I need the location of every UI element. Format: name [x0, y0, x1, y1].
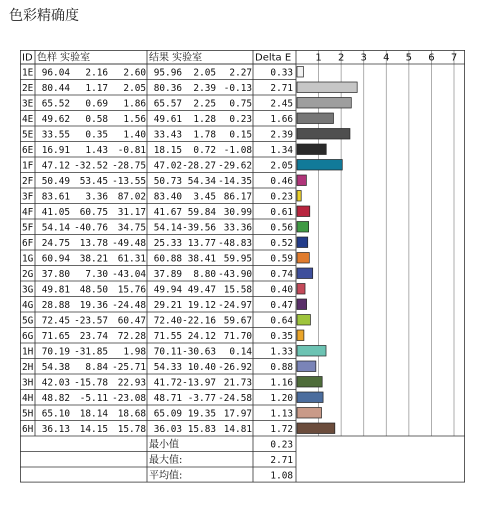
reference-lab-value: 22.93 — [117, 377, 146, 389]
patch-id: 4G — [22, 299, 34, 311]
reference-lab-value: 28.88 — [41, 299, 70, 311]
result-lab-value: 2.25 — [193, 98, 216, 110]
result-lab-value: 54.33 — [153, 361, 182, 373]
delta-e-value: 0.23 — [270, 191, 293, 203]
result-lab-value: 49.47 — [187, 284, 216, 296]
reference-lab-value: 3.36 — [85, 191, 108, 203]
patch-id: 2H — [22, 361, 34, 373]
result-lab-value: 30.99 — [223, 206, 252, 218]
delta-e-bar — [297, 299, 307, 310]
delta-e-value: 0.56 — [270, 222, 293, 234]
delta-e-value: 0.59 — [270, 253, 293, 265]
result-lab-value: 0.15 — [229, 129, 252, 141]
result-lab-value: 14.81 — [223, 423, 252, 435]
result-lab-value: 72.40 — [153, 315, 182, 327]
reference-lab-value: -5.11 — [79, 392, 108, 404]
patch-id: 2G — [22, 268, 34, 280]
patch-id: 3G — [22, 284, 34, 296]
reference-lab-value: 23.74 — [79, 330, 108, 342]
delta-e-bar — [297, 113, 333, 124]
x-tick-label: 3 — [360, 52, 367, 64]
result-lab-value: 54.34 — [187, 175, 216, 187]
delta-e-bar — [297, 160, 342, 171]
patch-id: 3E — [22, 98, 34, 110]
reference-lab-value: 1.17 — [85, 82, 108, 94]
result-lab-value: 19.35 — [187, 408, 216, 420]
result-lab-value: 50.73 — [153, 175, 182, 187]
reference-lab-value: 54.14 — [41, 222, 70, 234]
patch-id: 6H — [22, 423, 34, 435]
delta-e-value: 0.61 — [270, 206, 293, 218]
x-tick-label: 1 — [315, 52, 322, 64]
delta-e-value: 1.20 — [270, 392, 293, 404]
delta-e-value: 2.71 — [270, 82, 293, 94]
header-result: 结果 实验室 — [149, 52, 203, 64]
header-delta: Delta E — [255, 52, 292, 64]
result-lab-value: 80.36 — [153, 82, 182, 94]
delta-e-value: 1.13 — [270, 408, 293, 420]
delta-e-bar — [297, 423, 335, 434]
reference-lab-value: 13.78 — [79, 237, 108, 249]
patch-id: 2F — [22, 175, 34, 187]
reference-lab-value: -40.76 — [74, 222, 108, 234]
result-lab-value: 38.41 — [187, 253, 216, 265]
result-lab-value: 25.33 — [153, 237, 182, 249]
result-lab-value: 33.36 — [223, 222, 252, 234]
result-lab-value: 18.15 — [153, 144, 182, 156]
reference-lab-value: 60.47 — [117, 315, 146, 327]
result-lab-value: 24.12 — [187, 330, 216, 342]
result-lab-value: -24.97 — [218, 299, 252, 311]
patch-id: 5H — [22, 408, 34, 420]
reference-lab-value: 83.61 — [41, 191, 70, 203]
reference-lab-value: 70.19 — [41, 346, 70, 358]
patch-id: 4H — [22, 392, 34, 404]
summary-label: 最大值: — [149, 454, 183, 466]
reference-lab-value: -32.52 — [74, 160, 108, 172]
delta-e-bar — [297, 346, 326, 357]
reference-lab-value: 8.84 — [85, 361, 108, 373]
reference-lab-value: 37.80 — [41, 268, 70, 280]
delta-e-value: 1.72 — [270, 423, 293, 435]
reference-lab-value: 36.13 — [41, 423, 70, 435]
delta-e-value: 1.66 — [270, 113, 293, 125]
result-lab-value: 65.09 — [153, 408, 182, 420]
delta-e-bar — [297, 222, 309, 233]
reference-lab-value: 1.86 — [123, 98, 146, 110]
reference-lab-value: 47.12 — [41, 160, 70, 172]
patch-id: 2E — [22, 82, 34, 94]
delta-e-value: 0.47 — [270, 299, 293, 311]
result-lab-value: 54.14 — [153, 222, 182, 234]
result-lab-value: -14.35 — [218, 175, 252, 187]
patch-id: 4F — [22, 206, 34, 218]
reference-lab-value: -49.48 — [112, 237, 146, 249]
reference-lab-value: 65.10 — [41, 408, 70, 420]
result-lab-value: -24.58 — [218, 392, 252, 404]
summary-label: 平均值: — [149, 470, 183, 482]
reference-lab-value: 24.75 — [41, 237, 70, 249]
delta-e-value: 1.16 — [270, 377, 293, 389]
x-tick-label: 6 — [428, 52, 435, 64]
result-lab-value: -43.90 — [218, 268, 252, 280]
reference-lab-value: -25.71 — [112, 361, 146, 373]
reference-lab-value: -23.57 — [74, 315, 108, 327]
reference-lab-value: 15.76 — [117, 284, 146, 296]
result-lab-value: -22.16 — [182, 315, 216, 327]
result-lab-value: 37.89 — [153, 268, 182, 280]
reference-lab-value: 72.28 — [117, 330, 146, 342]
delta-e-bar — [297, 82, 357, 93]
reference-lab-value: 2.05 — [123, 82, 146, 94]
result-lab-value: -3.77 — [187, 392, 216, 404]
delta-e-bar — [297, 408, 322, 419]
summary-value: 0.23 — [270, 439, 293, 451]
result-lab-value: -29.62 — [218, 160, 252, 172]
reference-lab-value: 18.14 — [79, 408, 108, 420]
delta-e-value: 0.33 — [270, 67, 293, 79]
result-lab-value: 29.21 — [153, 299, 182, 311]
summary-value: 1.08 — [270, 470, 293, 482]
reference-lab-value: 41.05 — [41, 206, 70, 218]
result-lab-value: 0.14 — [229, 346, 252, 358]
reference-lab-value: 72.45 — [41, 315, 70, 327]
result-lab-value: 10.40 — [187, 361, 216, 373]
result-lab-value: 2.39 — [193, 82, 216, 94]
result-lab-value: 0.72 — [193, 144, 216, 156]
delta-e-value: 0.40 — [270, 284, 293, 296]
patch-id: 6G — [22, 330, 34, 342]
result-lab-value: -13.97 — [182, 377, 216, 389]
patch-id: 4E — [22, 113, 34, 125]
result-lab-value: 70.11 — [153, 346, 182, 358]
delta-e-value: 2.05 — [270, 160, 293, 172]
delta-e-bar — [297, 206, 310, 217]
reference-lab-value: 48.82 — [41, 392, 70, 404]
reference-lab-value: 53.45 — [79, 175, 108, 187]
x-tick-label: 7 — [450, 52, 458, 64]
patch-id: 5G — [22, 315, 34, 327]
delta-e-bar — [297, 253, 309, 264]
delta-e-value: 0.88 — [270, 361, 293, 373]
result-lab-value: -26.92 — [218, 361, 252, 373]
reference-lab-value: -31.85 — [74, 346, 108, 358]
reference-lab-value: 42.03 — [41, 377, 70, 389]
result-lab-value: 59.95 — [223, 253, 252, 265]
patch-id: 3F — [22, 191, 34, 203]
result-lab-value: 59.67 — [223, 315, 252, 327]
result-lab-value: 2.27 — [229, 67, 252, 79]
result-lab-value: -28.27 — [182, 160, 216, 172]
delta-e-bar — [297, 284, 305, 295]
result-lab-value: -39.56 — [182, 222, 216, 234]
delta-e-bar — [297, 377, 322, 388]
result-lab-value: 65.57 — [153, 98, 182, 110]
reference-lab-value: 14.15 — [79, 423, 108, 435]
reference-lab-value: -15.78 — [74, 377, 108, 389]
result-lab-value: 1.78 — [193, 129, 216, 141]
patch-id: 1G — [22, 253, 34, 265]
reference-lab-value: 50.49 — [41, 175, 70, 187]
x-tick-label: 5 — [405, 52, 413, 64]
result-lab-value: 8.80 — [193, 268, 216, 280]
reference-lab-value: 18.68 — [117, 408, 146, 420]
reference-lab-value: 7.30 — [85, 268, 108, 280]
delta-e-bar — [297, 191, 301, 202]
reference-lab-value: 15.78 — [117, 423, 146, 435]
patch-id: 1F — [22, 160, 34, 172]
result-lab-value: 2.05 — [193, 67, 216, 79]
reference-lab-value: -43.04 — [112, 268, 146, 280]
reference-lab-value: 60.94 — [41, 253, 70, 265]
result-lab-value: 49.61 — [153, 113, 182, 125]
reference-lab-value: 16.91 — [41, 144, 70, 156]
delta-e-value: 0.35 — [270, 330, 293, 342]
result-lab-value: 48.71 — [153, 392, 182, 404]
reference-lab-value: 38.21 — [79, 253, 108, 265]
summary-label: 最小值 — [149, 439, 179, 451]
result-lab-value: 13.77 — [187, 237, 216, 249]
delta-e-value: 1.34 — [270, 144, 293, 156]
reference-lab-value: 1.56 — [123, 113, 146, 125]
reference-lab-value: 0.58 — [85, 113, 108, 125]
reference-lab-value: 80.44 — [41, 82, 70, 94]
delta-e-value: 0.52 — [270, 237, 293, 249]
reference-lab-value: 71.65 — [41, 330, 70, 342]
result-lab-value: 36.03 — [153, 423, 182, 435]
result-lab-value: 15.83 — [187, 423, 216, 435]
summary-value: 2.71 — [270, 454, 293, 466]
patch-id: 3H — [22, 377, 34, 389]
patch-id: 6F — [22, 237, 34, 249]
result-lab-value: 41.72 — [153, 377, 182, 389]
reference-lab-value: 87.02 — [117, 191, 146, 203]
result-lab-value: 71.55 — [153, 330, 182, 342]
result-lab-value: 3.45 — [193, 191, 216, 203]
reference-lab-value: 1.43 — [85, 144, 108, 156]
delta-e-bar — [297, 268, 313, 279]
result-lab-value: -48.83 — [218, 237, 252, 249]
reference-lab-value: 2.16 — [85, 67, 108, 79]
reference-lab-value: 96.04 — [41, 67, 70, 79]
reference-lab-value: 54.38 — [41, 361, 70, 373]
reference-lab-value: 2.60 — [123, 67, 146, 79]
x-tick-label: 4 — [383, 52, 390, 64]
reference-lab-value: 1.40 — [123, 129, 146, 141]
chart-title: 色彩精确度 — [9, 8, 79, 24]
delta-e-value: 0.46 — [270, 175, 293, 187]
result-lab-value: 19.12 — [187, 299, 216, 311]
delta-e-bar — [297, 144, 326, 155]
reference-lab-value: -13.55 — [112, 175, 146, 187]
result-lab-value: 71.70 — [223, 330, 252, 342]
result-lab-value: 60.88 — [153, 253, 182, 265]
patch-id: 5E — [22, 129, 34, 141]
reference-lab-value: 33.55 — [41, 129, 70, 141]
delta-e-bar — [297, 98, 351, 109]
result-lab-value: 1.28 — [193, 113, 216, 125]
delta-e-value: 2.45 — [270, 98, 293, 110]
delta-e-value: 0.64 — [270, 315, 293, 327]
result-lab-value: 33.43 — [153, 129, 182, 141]
header-id: ID — [22, 52, 33, 64]
result-lab-value: 83.40 — [153, 191, 182, 203]
delta-e-value: 2.39 — [270, 129, 293, 141]
delta-e-value: 1.33 — [270, 346, 293, 358]
reference-lab-value: -23.08 — [112, 392, 146, 404]
patch-id: 5F — [22, 222, 34, 234]
patch-id: 1E — [22, 67, 34, 79]
result-lab-value: 86.17 — [223, 191, 252, 203]
result-lab-value: 17.97 — [223, 408, 252, 420]
reference-lab-value: -0.81 — [117, 144, 146, 156]
delta-e-bar — [297, 237, 308, 248]
delta-e-bar — [297, 67, 303, 78]
patch-id: 1H — [22, 346, 34, 358]
result-lab-value: 95.96 — [153, 67, 182, 79]
reference-lab-value: -24.48 — [112, 299, 146, 311]
reference-lab-value: 60.75 — [79, 206, 108, 218]
reference-lab-value: 31.17 — [117, 206, 146, 218]
result-lab-value: 15.58 — [223, 284, 252, 296]
result-lab-value: 41.67 — [153, 206, 182, 218]
patch-id: 6E — [22, 144, 34, 156]
result-lab-value: 0.75 — [229, 98, 252, 110]
reference-lab-value: 61.31 — [117, 253, 146, 265]
reference-lab-value: 48.50 — [79, 284, 108, 296]
delta-e-bar — [297, 175, 306, 186]
result-lab-value: -30.63 — [182, 346, 216, 358]
reference-lab-value: 19.36 — [79, 299, 108, 311]
delta-e-bar — [297, 361, 316, 372]
reference-lab-value: 34.75 — [117, 222, 146, 234]
result-lab-value: 47.02 — [153, 160, 182, 172]
delta-e-bar — [297, 315, 310, 326]
result-lab-value: 21.73 — [223, 377, 252, 389]
delta-e-value: 0.74 — [270, 268, 293, 280]
delta-e-bar — [297, 129, 350, 140]
result-lab-value: 59.84 — [187, 206, 216, 218]
reference-lab-value: 0.35 — [85, 129, 108, 141]
reference-lab-value: 49.62 — [41, 113, 70, 125]
header-reference: 色样 实验室 — [37, 52, 91, 64]
reference-lab-value: 49.81 — [41, 284, 70, 296]
delta-e-bar — [297, 330, 304, 341]
result-lab-value: 49.94 — [153, 284, 182, 296]
x-tick-label: 2 — [337, 52, 345, 64]
reference-lab-value: 1.98 — [123, 346, 146, 358]
result-lab-value: -0.13 — [223, 82, 252, 94]
result-lab-value: -1.08 — [223, 144, 252, 156]
result-lab-value: 0.23 — [229, 113, 252, 125]
reference-lab-value: 65.52 — [41, 98, 70, 110]
reference-lab-value: 0.69 — [85, 98, 108, 110]
reference-lab-value: -28.75 — [112, 160, 146, 172]
color-accuracy-table — [20, 50, 485, 495]
delta-e-bar — [297, 392, 323, 403]
